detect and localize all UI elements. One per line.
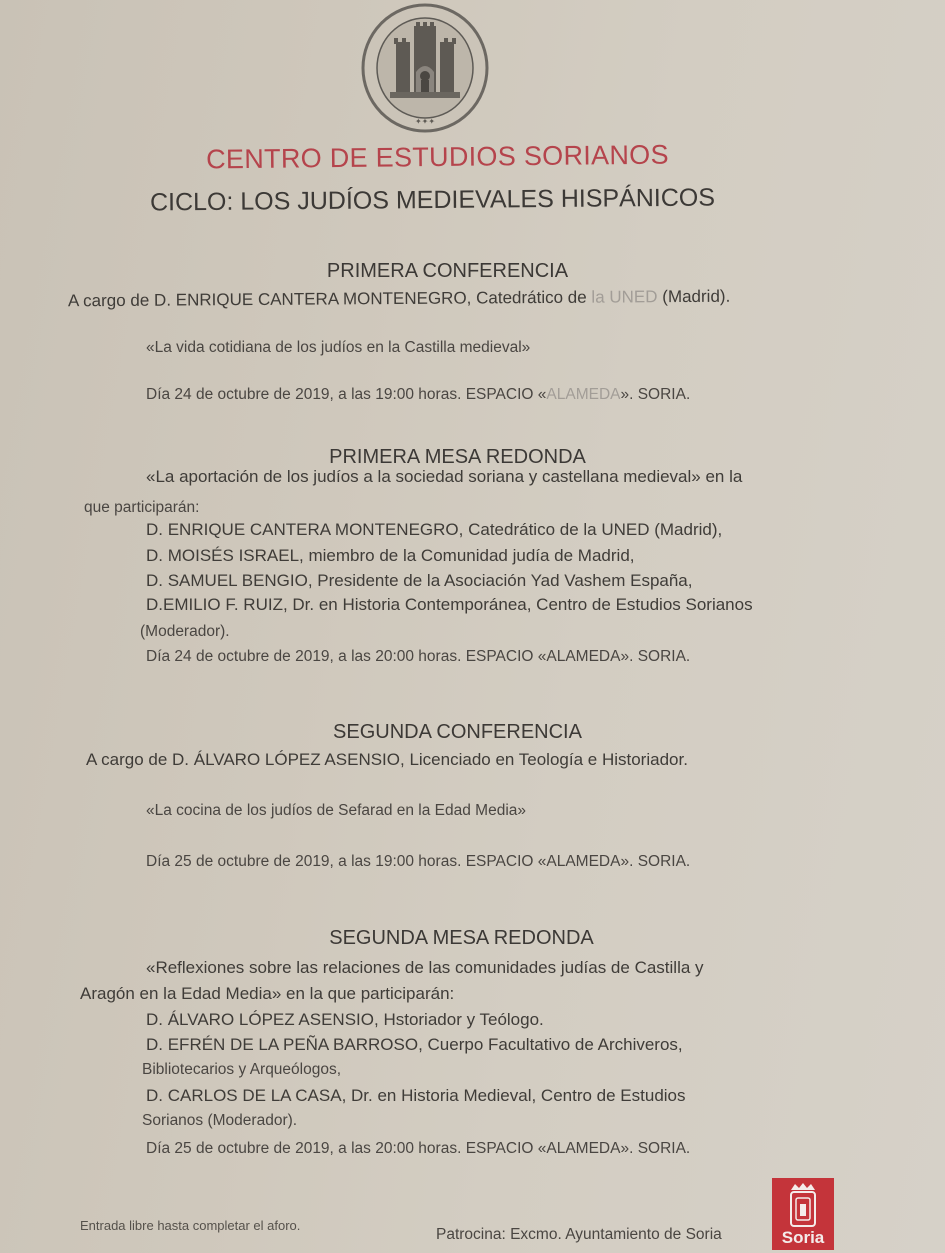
intro-line: que participarán:: [84, 499, 200, 516]
talk-title: «La vida cotidiana de los judíos en la Castilla medieval»: [146, 339, 531, 356]
speaker-line: A cargo de D. ÁLVARO LÓPEZ ASENSIO, Licenciado en Teología e Historiador.: [86, 750, 688, 769]
participant: D.EMILIO F. RUIZ, Dr. en Historia Contemporánea, Centro de Estudios Sorianos: [146, 595, 753, 614]
schedule-line: Día 25 de octubre de 2019, a las 19:00 horas. ESPACIO «ALAMEDA». SORIA.: [146, 853, 691, 870]
section-heading: PRIMERA CONFERENCIA: [326, 260, 569, 282]
participant: Sorianos (Moderador).: [142, 1112, 298, 1129]
organization-title: CENTRO DE ESTUDIOS SORIANOS: [206, 139, 669, 175]
section-heading: SEGUNDA CONFERENCIA: [333, 721, 582, 743]
entry-note: Entrada libre hasta completar el aforo.: [80, 1218, 301, 1233]
participant: D. EFRÉN DE LA PEÑA BARROSO, Cuerpo Facultativo de Archiveros,: [146, 1035, 683, 1054]
participant: D. ÁLVARO LÓPEZ ASENSIO, Hstoriador y Teólogo.: [146, 1010, 544, 1029]
schedule-line: Día 24 de octubre de 2019, a las 19:00 horas. ESPACIO «ALAMEDA». SORIA.: [146, 386, 691, 403]
cycle-title: CICLO: LOS JUDÍOS MEDIEVALES HISPÁNICOS: [149, 183, 716, 217]
participant: (Moderador).: [140, 623, 230, 640]
logo-label: Soria: [781, 1228, 825, 1247]
schedule-line: Día 25 de octubre de 2019, a las 20:00 horas. ESPACIO «ALAMEDA». SORIA.: [146, 1140, 691, 1157]
section-heading: PRIMERA MESA REDONDA: [329, 446, 586, 468]
speaker-line: A cargo de D. ENRIQUE CANTERA MONTENEGRO, Catedrático de la UNED (Madrid).: [67, 286, 731, 311]
coat-of-arms-icon: [787, 1182, 819, 1228]
schedule-line: Día 24 de octubre de 2019, a las 20:00 horas. ESPACIO «ALAMEDA». SORIA.: [146, 648, 691, 665]
participant: Bibliotecarios y Arqueólogos,: [142, 1061, 342, 1078]
seal-icon: [358, 2, 492, 134]
participant: D. MOISÉS ISRAEL, miembro de la Comunidad judía de Madrid,: [146, 546, 635, 565]
intro-line: Aragón en la Edad Media» en la que participarán:: [80, 984, 455, 1003]
sponsor-line: Patrocina: Excmo. Ayuntamiento de Soria: [436, 1226, 722, 1243]
participant: D. CARLOS DE LA CASA, Dr. en Historia Medieval, Centro de Estudios: [146, 1086, 686, 1105]
participant: D. ENRIQUE CANTERA MONTENEGRO, Catedrático de la UNED (Madrid),: [146, 520, 723, 539]
section-heading: SEGUNDA MESA REDONDA: [329, 927, 594, 949]
svg-text:✦✦✦: ✦✦✦: [414, 117, 436, 126]
soria-logo: [772, 1178, 834, 1250]
talk-title: «La cocina de los judíos de Sefarad en la Edad Media»: [146, 802, 527, 819]
intro-line: «Reflexiones sobre las relaciones de las comunidades judías de Castilla y: [146, 958, 704, 977]
intro-line: «La aportación de los judíos a la sociedad soriana y castellana medieval» en la: [146, 467, 743, 486]
participant: D. SAMUEL BENGIO, Presidente de la Asociación Yad Vashem España,: [146, 571, 693, 590]
